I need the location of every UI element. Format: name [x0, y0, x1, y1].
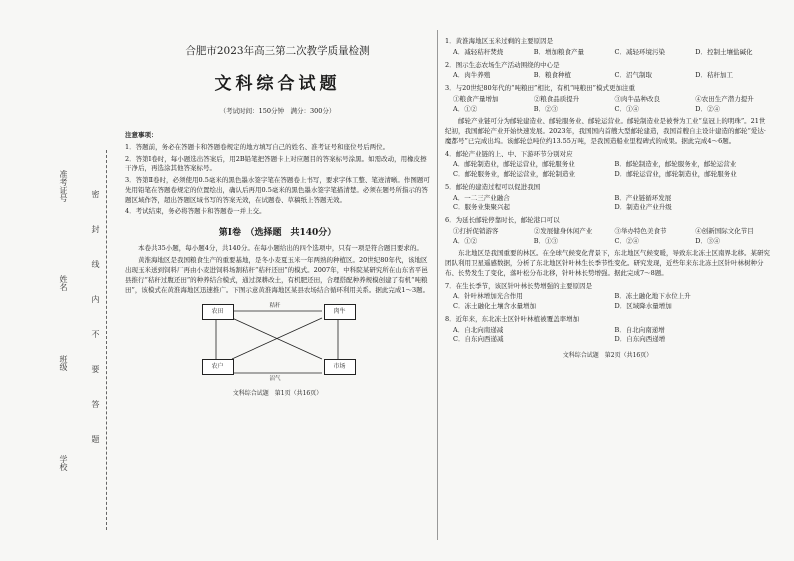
notice-list — [125, 143, 430, 217]
answer-option: B．产业链循环发展 — [614, 193, 672, 202]
option-list — [453, 292, 770, 312]
answer-option: C．沼气制取 — [614, 71, 652, 80]
answer-option: ②粮食品质提升 — [533, 94, 580, 103]
question-group — [445, 150, 770, 247]
question-stem: 3．与20世纪80年代的“吨粮田”相比，有机“吨粮田”模式更加注重 — [445, 84, 635, 92]
node-market: 市场 — [324, 359, 356, 375]
part-heading: 第Ⅰ卷 （选择题 共140分） — [218, 228, 337, 238]
question-stem: 7．在生长季节，该区针叶林长势增强的主要原因是 — [445, 281, 593, 290]
answer-option: C．邮轮服务业，邮轮运营业，邮轮制造业 — [453, 170, 575, 178]
answer-option: ④创新国际文化节目 — [695, 226, 754, 235]
option-list — [453, 105, 770, 115]
option-list — [453, 48, 770, 58]
seal-line — [106, 150, 107, 530]
seal-word: 线 — [91, 260, 100, 268]
notice-item: 2．答第Ⅰ卷时，每小题选出答案后，用2B铅笔把答题卡上对应题目的答案标号涂黑。如需改动，用橡皮擦干净后，再选涂其他答案标号。 — [125, 154, 427, 173]
question-stem: 1．黄淮海地区玉米过剩的主要原因是 — [445, 37, 554, 45]
answer-option: D．制造业产业升级 — [614, 203, 672, 212]
name-label: 姓名 — [59, 275, 68, 291]
answer-option: ①粮食产量增加 — [453, 94, 499, 103]
section-intro: 本卷共35小题，每小题4分，共140分。在每小题给出的四个选项中，只有一项是符合题目要求的。 — [138, 243, 423, 252]
answer-option: D．控制土壤盐碱化 — [695, 47, 753, 56]
binding-margin — [56, 150, 116, 530]
question-group — [445, 282, 770, 346]
page-footer: 文科综合试题 第2页（共16页） — [562, 352, 653, 359]
answer-option: A．一二三产业融合 — [453, 193, 510, 202]
exam-number-label: 准考证号 — [59, 170, 68, 202]
column-divider — [437, 30, 438, 540]
node-farmer: 农户 — [202, 359, 234, 375]
main-title: 文科综合试题 — [214, 73, 341, 94]
answer-option: B．②③ — [533, 104, 559, 113]
answer-option: D．邮轮运营业，邮轮制造业，邮轮服务业 — [614, 170, 737, 178]
answer-option: C．②④ — [614, 236, 639, 245]
answer-option: C．服务业集聚兴起 — [453, 203, 510, 212]
seal-word: 封 — [91, 225, 100, 233]
question-stem: 4．邮轮产业链的上、中、下游环节分别对应 — [445, 149, 573, 158]
answer-option: C．冻土融化土壤含水量增加 — [453, 302, 536, 310]
answer-option: A．自北向南递减 — [453, 325, 504, 334]
school-label: 学校 — [59, 455, 68, 471]
answer-option: ③肉牛品种改良 — [614, 94, 660, 103]
reading-passage: 黄淮海地区是我国粮食生产的重要基地，是冬小麦夏玉米一年两熟的种植区。20世纪80年代，该地区出现玉米送到饲料厂再由小麦进饲料场割秸秆“秸秆还田”的模式。2007年，中科院某研究所在山东省平邑县推行“秸秆过腹还田”的种养结合模式，通过深耕改土，有机肥还田，合理搭配种养规模创建了有机“吨粮田”，该模式在黄淮海地区迅速推广。下图示意黄淮海地区某县农场结合循环利用关系。据此完成1～3题。 — [125, 256, 430, 294]
seal-word: 题 — [91, 435, 100, 443]
seal-word: 要 — [91, 365, 100, 373]
answer-option: C．自东向西递减 — [453, 335, 504, 344]
question-stem: 6．为延长邮轮停靠时长，邮轮港口可以 — [445, 216, 560, 224]
seal-word: 密 — [91, 190, 100, 198]
answer-option: B．冻土融化地下水位上升 — [614, 292, 691, 301]
answer-option: C．①④ — [614, 104, 639, 113]
answer-option: B．邮轮制造业，邮轮服务业，邮轮运营业 — [614, 160, 737, 169]
answer-option: D．自东向西递增 — [614, 335, 666, 344]
question-stem: 5．邮轮的建造过程可以促进我国 — [445, 182, 541, 191]
reading-passage: 邮轮产业链可分为邮轮建造业、邮轮服务业、邮轮运营业。邮轮制造业是被誉为工业“皇冠上的明珠”。21世纪初，我国邮轮产业开始快速发展。2023年，我国国内首艘大型邮轮建造，我国首艘自主设计建造的邮轮“爱达·魔都号”已完成出坞。该邮轮总吨位约13.55万吨，是我国造船业里程碑式的成果。据此完成4～6题。 — [445, 117, 766, 145]
label-biogas: 沼气 — [269, 376, 281, 383]
option-list — [453, 160, 770, 180]
seal-word: 答 — [91, 400, 100, 408]
question-stem: 2．图示生态农场生产活动围绕的中心是 — [445, 60, 560, 69]
option-list — [453, 194, 770, 214]
answer-option: ③举办特色美食节 — [614, 226, 667, 235]
answer-option: ②发展健身休闲产业 — [533, 226, 593, 235]
answer-option: D．区域降水量增加 — [614, 302, 672, 310]
answer-option: ①打折促销游客 — [453, 226, 499, 235]
exam-meta: （考试时间：150分钟 满分：300分） — [219, 107, 336, 116]
answer-option: D．②④ — [695, 104, 720, 113]
node-field: 农田 — [202, 304, 234, 320]
answer-option: A．针叶林增加光合作用 — [453, 292, 523, 301]
answer-option: A．①② — [453, 104, 478, 113]
answer-option: D．③④ — [695, 236, 720, 245]
reading-passage: 东北地区是我国重要的林区。在全球气候变化背景下，东北地区气候变暖，导致东北冻土区南界北移。某研究团队利用卫星遥感数据，分析了东北地区针叶林生长季节性变化。研究发现，近些年来东北冻土区针叶林树种分布、长势发生了变化，落叶松分布北移，针叶林长势增强。据此完成7～8题。 — [445, 249, 770, 277]
answer-option: B．①③ — [533, 236, 559, 245]
seal-word: 不 — [91, 330, 100, 338]
notice-heading: 注意事项： — [125, 131, 158, 139]
answer-option: A．肉牛养殖 — [453, 71, 491, 80]
seal-word: 内 — [91, 295, 100, 303]
node-cattle: 肉牛 — [324, 304, 356, 320]
label-straw: 秸秆 — [269, 303, 281, 310]
cycle-diagram — [198, 301, 358, 383]
option-list — [453, 237, 770, 247]
question-stem: 8．近年来，东北冻土区针叶林植被覆盖率增加 — [445, 314, 580, 323]
answer-option: B．粮食种植 — [533, 71, 572, 80]
right-column — [445, 34, 770, 534]
notice-item: 4．考试结束，务必将答题卡和答题卷一并上交。 — [125, 207, 266, 216]
answer-option: B．增加粮食产量 — [533, 47, 585, 56]
notice-item: 3．答第Ⅱ卷时，必须使用0.5毫米的黑色墨水签字笔在答题卷上书写，要求字体工整、笔迹清晰。作图题可先用铅笔在答题卷规定的位置绘出，确认后再用0.5毫米的黑色墨水签字笔描清楚。必须在题号所指示的答题区域作答，超出答题区域书写的答案无效，在试题卷、草稿纸上答题无效。 — [125, 176, 430, 204]
answer-option: A．减轻秸秆焚烧 — [453, 47, 504, 56]
class-label: 班级 — [59, 355, 68, 371]
question-group — [445, 37, 770, 114]
option-list — [453, 326, 770, 346]
page-footer: 文科综合试题 第1页（共16页） — [232, 390, 323, 398]
answer-option: C．减轻环境污染 — [614, 47, 665, 56]
answer-option: B．自北向南递增 — [614, 325, 665, 334]
answer-option: D．秸秆加工 — [695, 71, 733, 80]
answer-option: ④农田生产潜力提升 — [695, 94, 754, 103]
left-column — [125, 40, 430, 540]
notice-item: 1．答题前，务必在答题卡和答题卷规定的地方填写自己的姓名、准考证号和座位号后两位。 — [125, 142, 390, 151]
option-list — [453, 71, 770, 81]
option-list — [453, 227, 770, 237]
answer-option: A．邮轮制造业，邮轮运营业，邮轮服务业 — [453, 160, 575, 169]
answer-option: A．①② — [453, 236, 478, 245]
option-list — [453, 95, 770, 105]
exam-title: 合肥市2023年高三第二次教学质量检测 — [185, 45, 370, 57]
